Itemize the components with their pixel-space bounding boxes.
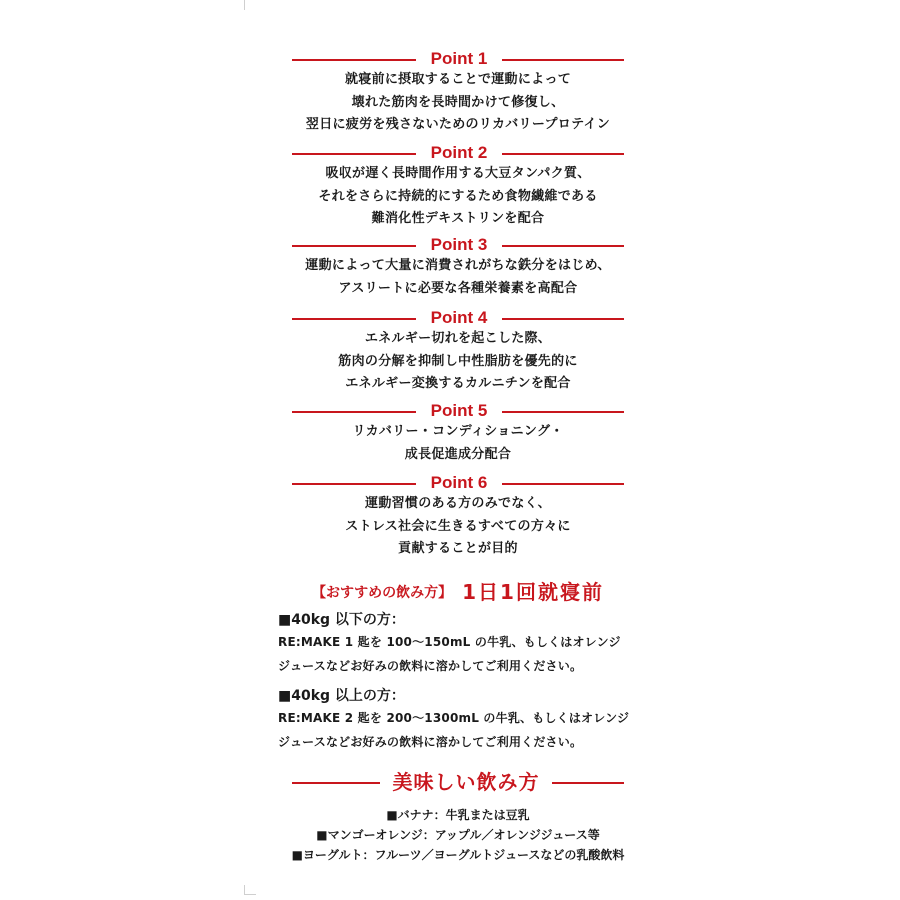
point-2-block	[248, 143, 668, 231]
point-5-rule-right	[502, 411, 624, 413]
point-4-line-1: エネルギー切れを起こした際、	[364, 331, 552, 346]
point-2-title: Point 2	[430, 143, 488, 162]
tasty-title: 美味しい飲み方	[392, 770, 540, 794]
point-1-rule-right	[502, 59, 624, 61]
tasty-rule-left	[292, 782, 380, 784]
usage-over-40kg-line-1: RE:MAKE 2 匙を 200〜1300mL の牛乳、もしくはオレンジ	[278, 711, 630, 725]
point-2-line-2: それをさらに持続的にするため食物繊維である	[318, 188, 598, 204]
point-4-block	[248, 308, 668, 396]
point-4-header	[248, 308, 668, 328]
point-3-header	[248, 235, 668, 255]
recommend-heading	[248, 576, 668, 605]
point-5-header	[248, 401, 668, 421]
usage-under-40kg-line-2: ジュースなどお好みの飲料に溶かしてご利用ください。	[278, 659, 583, 673]
point-1-line-2: 壊れた筋肉を長時間かけて修復し、	[351, 94, 565, 110]
point-6-line-1: 運動習慣のある方のみでなく、	[365, 496, 551, 511]
point-1-line-3: 翌日に疲労を残さないためのリカバリープロテイン	[305, 117, 611, 132]
crop-mark-bottom-h	[244, 894, 256, 895]
tasty-item-mango-orange: ■マンゴーオレンジ：アップル／オレンジジュース等	[316, 828, 600, 842]
point-4-line-2: 筋肉の分解を抑制し中性脂肪を優先的に	[338, 353, 578, 369]
point-6-line-3: 貢献することが目的	[398, 541, 518, 556]
recommend-value: 1日1回就寝前	[462, 580, 604, 604]
point-1-header	[248, 49, 668, 69]
point-6-rule-left	[292, 483, 416, 485]
point-4-line-3: エネルギー変換するカルニチンを配合	[345, 376, 571, 391]
point-3-rule-right	[502, 245, 624, 247]
point-2-line-1: 吸収が遅く長時間作用する大豆タンパク質、	[325, 166, 591, 181]
point-2-line-3: 難消化性デキストリンを配合	[371, 211, 545, 226]
point-3-block	[248, 235, 668, 300]
point-4-title: Point 4	[430, 308, 488, 327]
point-2-header	[248, 143, 668, 163]
point-3-line-1: 運動によって大量に消費されがちな鉄分をはじめ、	[305, 258, 611, 273]
recommend-label: 【おすすめの飲み方】	[312, 585, 453, 601]
usage-under-40kg-title: ■40kg 以下の方：	[278, 612, 405, 628]
crop-mark-top	[244, 0, 245, 10]
point-4-rule-right	[502, 318, 624, 320]
usage-under-40kg-line-1: RE:MAKE 1 匙を 100〜150mL の牛乳、もしくはオレンジ	[278, 635, 621, 649]
tasty-item-banana: ■バナナ：牛乳または豆乳	[386, 808, 530, 822]
point-6-rule-right	[502, 483, 624, 485]
point-2-rule-right	[502, 153, 624, 155]
usage-over-40kg	[278, 686, 678, 754]
point-5-line-1: リカバリー・コンディショニング・	[352, 424, 564, 439]
usage-over-40kg-line-2: ジュースなどお好みの飲料に溶かしてご利用ください。	[278, 735, 583, 749]
point-6-title: Point 6	[430, 473, 488, 492]
tasty-item-yogurt: ■ヨーグルト：フルーツ／ヨーグルトジュースなどの乳酸飲料	[291, 848, 625, 862]
point-1-block	[248, 49, 668, 137]
point-6-line-2: ストレス社会に生きるすべての方々に	[345, 518, 571, 534]
point-1-title: Point 1	[430, 49, 488, 68]
tasty-list	[248, 805, 668, 865]
point-3-title: Point 3	[430, 235, 488, 254]
point-6-header	[248, 473, 668, 493]
usage-over-40kg-title: ■40kg 以上の方：	[278, 688, 405, 704]
point-3-rule-left	[292, 245, 416, 247]
point-5-title: Point 5	[430, 401, 488, 420]
point-5-block	[248, 401, 668, 466]
point-3-line-2: アスリートに必要な各種栄養素を高配合	[338, 280, 578, 296]
point-5-line-2: 成長促進成分配合	[404, 446, 512, 462]
point-2-rule-left	[292, 153, 416, 155]
usage-under-40kg	[278, 610, 678, 678]
point-1-rule-left	[292, 59, 416, 61]
tasty-header	[248, 769, 668, 795]
point-4-rule-left	[292, 318, 416, 320]
point-6-block	[248, 473, 668, 561]
tasty-rule-right	[552, 782, 624, 784]
point-5-rule-left	[292, 411, 416, 413]
point-1-line-1: 就寝前に摂取することで運動によって	[344, 72, 572, 87]
